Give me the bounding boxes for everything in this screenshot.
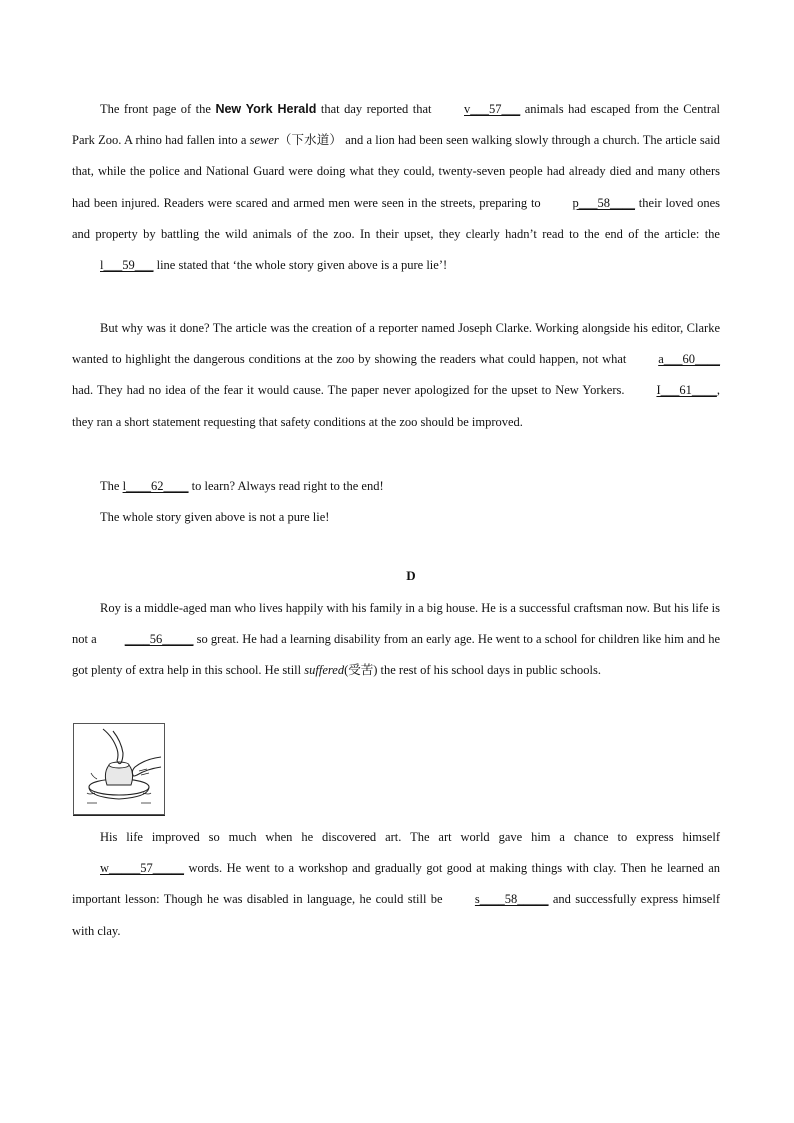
text: to learn? Always read right to the end! [188, 479, 384, 493]
paragraph-art [72, 822, 720, 947]
word-sewer: sewer [249, 133, 279, 148]
paragraph-herald [72, 94, 720, 281]
text: His life improved so much when he discovered art. The art world gave him a chance to express himself [100, 830, 720, 844]
paragraph-not-lie: The whole story given above is not a pure lie! [100, 510, 330, 524]
paragraph-lesson [100, 476, 384, 496]
gloss-sewer: （下水道） [278, 133, 342, 148]
blank-57: v___57___ [464, 102, 521, 116]
blank-59: l___59___ [100, 258, 154, 273]
text: so great. He had a learning disability from an early age. He went to a school for children like him and he got plenty of extra help in this school. He still [72, 632, 720, 678]
blank-62: l____62____ [122, 479, 189, 493]
text: had. They had no idea of the fear it would cause. The paper never apologized for the upset to New Yorkers. [72, 383, 629, 398]
text: and successfully express himself with clay. [72, 892, 720, 938]
text: words. He went to a workshop and gradually got good at making things with clay. Then he learned an important lesson: Though he was disabled in language, he could still be [72, 861, 720, 907]
blank-58: p___58____ [572, 195, 635, 210]
text: that day reported that [316, 102, 436, 116]
blank-56: ____56_____ [124, 632, 194, 647]
text: , they ran a short statement requesting that safety conditions at the zoo should be improved. [72, 383, 720, 429]
blank-57-d: w_____57_____ [100, 861, 185, 876]
paragraph-why [72, 313, 720, 438]
word-suffered: suffered [304, 663, 345, 678]
gloss-suffered: (受苦) [344, 663, 378, 678]
text: animals had escaped from the Central Park Zoo. A rhino had fallen into a [72, 102, 721, 148]
pottery-wheel-hands-icon [73, 723, 165, 815]
text: The front page of the [100, 102, 216, 116]
blank-61: I___61____ [656, 383, 717, 398]
text: Roy is a middle-aged man who lives happily with his family in a big house. He is a successful craftsman now. But his life is not a [72, 601, 720, 647]
blank-60: a___60____ [658, 352, 720, 367]
blank-58-d: s____58_____ [474, 892, 549, 907]
text: their loved ones and property by battling the wild animals of the zoo. In their upset, they clearly hadn’t read to the end of the article: the [72, 195, 721, 241]
newspaper-name: New York Herald [215, 102, 317, 116]
section-heading-d: D [406, 568, 416, 583]
text: The [100, 479, 123, 493]
text: and a lion had been seen walking slowly through a church. The article said that, while the police and National Guard were doing what they could, twenty-seven people had already died and many others had been injured. Readers were scared and armed men were seen in the streets, preparing to [72, 133, 720, 210]
text: the rest of his school days in public schools. [377, 663, 601, 678]
text: line stated that ‘the whole story given above is a pure lie’! [153, 258, 448, 273]
text: But why was it done? The article was the creation of a reporter named Joseph Clarke. Working alongside his editor, Clarke wanted to highlight the dangerous conditions at the zoo by showing the readers what could happen, not what [72, 321, 720, 367]
figure-underline [73, 815, 165, 816]
paragraph-roy [72, 593, 720, 687]
